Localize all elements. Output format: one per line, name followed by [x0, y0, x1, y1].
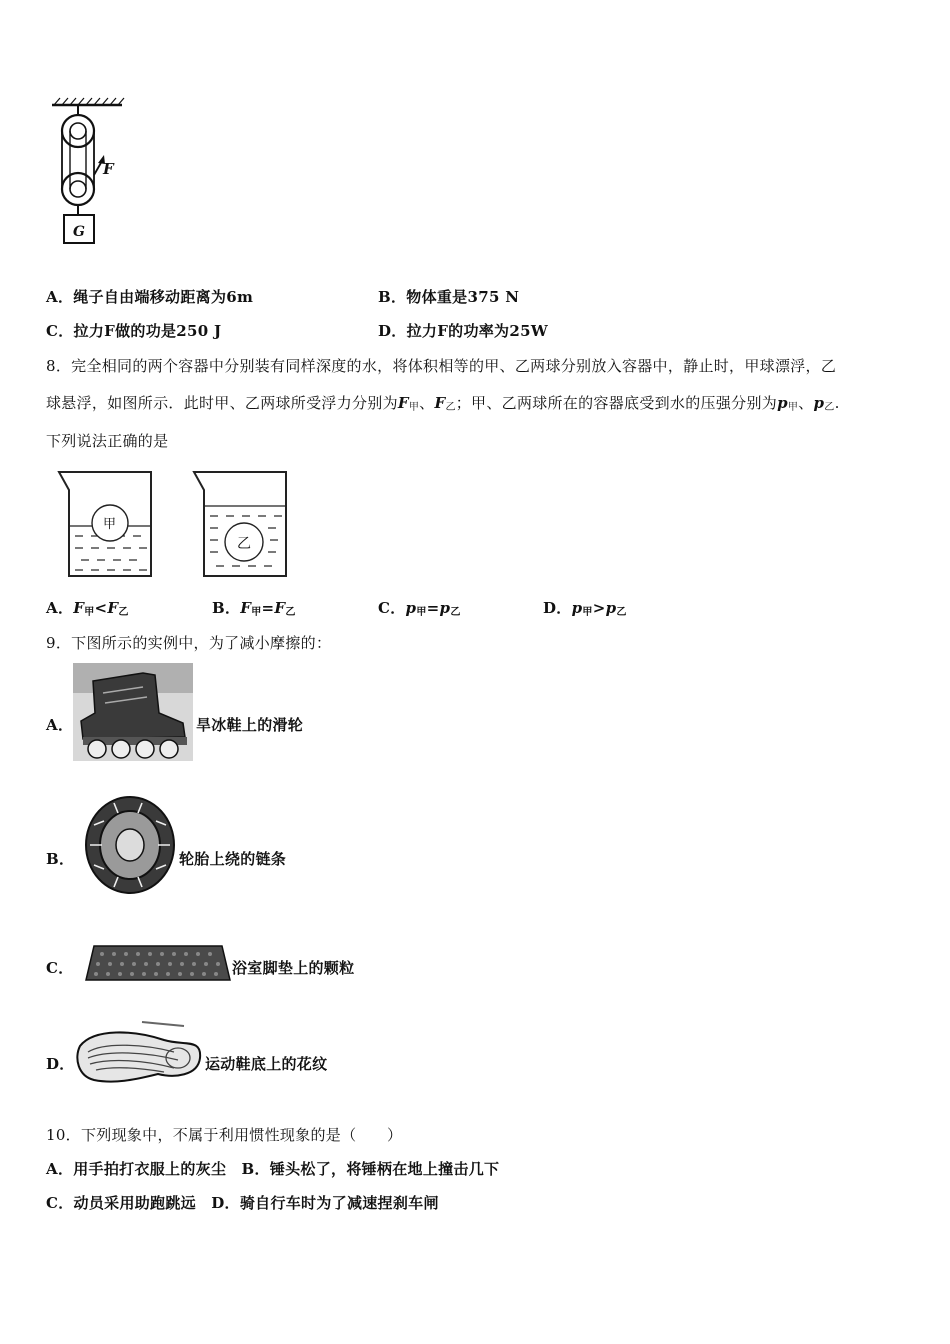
ball-yi-label: 乙 [237, 536, 251, 552]
symbol-p: p [405, 599, 417, 617]
q7-option-b: B．物体重是375 N [378, 288, 520, 306]
q9-option-c-text: 浴室脚垫上的颗粒 [232, 959, 355, 977]
option-label: A． [46, 599, 74, 617]
relation-equal: = [426, 599, 440, 617]
sub-yi: 乙 [118, 607, 129, 618]
q10-options-line1: A．用手拍打衣服上的灰尘 B．锤头松了，将锤柄在地上撞击几下 [46, 1160, 500, 1178]
weight-label: G [73, 224, 85, 240]
q9-option-b-text: 轮胎上绕的链条 [179, 850, 287, 868]
ball-jia-label: 甲 [103, 517, 117, 532]
symbol-p: p [813, 394, 825, 412]
q7-option-a: A．绳子自由端移动距离为6m [46, 288, 254, 306]
q9-option-a-text: 旱冰鞋上的滑轮 [196, 716, 304, 734]
relation-greater: > [592, 599, 606, 617]
period: . [834, 394, 840, 412]
symbol-F: F [73, 599, 85, 617]
q9-option-d-text: 运动鞋底上的花纹 [205, 1055, 328, 1073]
q8-stem-line2-mid: ；甲、乙两球所在的容器底受到水的压强分别为 [455, 394, 778, 412]
sub-yi: 乙 [445, 402, 456, 413]
beaker-yi [190, 468, 295, 580]
option-label: C． [378, 599, 406, 617]
symbol-F: F [107, 599, 119, 617]
q9-option-d-label: D． [46, 1055, 75, 1073]
q9-option-b-label: B． [46, 850, 75, 868]
q10-title: 10．下列现象中，不属于利用惯性现象的是（ ） [46, 1126, 403, 1144]
chained-tire-image [84, 795, 176, 895]
symbol-p: p [605, 599, 617, 617]
sub-yi: 乙 [616, 607, 627, 618]
sub-yi: 乙 [824, 402, 835, 413]
sub-yi: 乙 [285, 607, 296, 618]
q9-option-a-label: A． [46, 716, 74, 734]
q8-option-a [46, 597, 129, 618]
q10-options-line2: C．动员采用助跑跳远 D．骑自行车时为了减速捏刹车闸 [46, 1194, 439, 1212]
sub-jia: 甲 [84, 607, 95, 618]
relation-less: < [94, 599, 108, 617]
force-label: F [103, 160, 114, 178]
sub-yi: 乙 [450, 607, 461, 618]
q7-option-c: C．拉力F做的功是250 J [46, 322, 222, 340]
separator: 、 [798, 394, 814, 412]
sub-jia: 甲 [416, 607, 427, 618]
sub-jia: 甲 [408, 402, 420, 413]
relation-equal: = [261, 599, 275, 617]
q7-option-d: D．拉力F的功率为25W [378, 322, 548, 340]
symbol-F: F [274, 599, 286, 617]
pulley-diagram [40, 95, 140, 255]
q9-option-c-label: C． [46, 959, 74, 977]
bath-mat-image [84, 942, 232, 986]
symbol-F: F [434, 394, 446, 412]
symbol-F: F [397, 394, 409, 412]
separator: 、 [419, 394, 435, 412]
q8-stem-line1: 8．完全相同的两个容器中分别装有同样深度的水，将体积相等的甲、乙两球分别放入容器中，静止时，甲球漂浮，乙 [46, 357, 837, 375]
q8-option-c [378, 597, 461, 618]
shoe-sole-image [74, 1018, 204, 1086]
symbol-p: p [777, 394, 788, 412]
sub-jia: 甲 [251, 607, 262, 618]
option-label: B． [212, 599, 241, 617]
q8-stem-line3: 下列说法正确的是 [46, 432, 169, 450]
q8-option-d [543, 597, 627, 618]
option-label: D． [543, 599, 572, 617]
symbol-F: F [240, 599, 252, 617]
symbol-p: p [571, 599, 583, 617]
sub-jia: 甲 [582, 607, 593, 618]
q8-stem-line2 [46, 392, 840, 413]
q8-stem-line2-text: 球悬浮，如图所示．此时甲、乙两球所受浮力分别为 [46, 394, 398, 412]
q8-option-b [212, 597, 296, 618]
sub-jia: 甲 [787, 402, 799, 413]
roller-skate-image [73, 663, 193, 761]
symbol-p: p [439, 599, 451, 617]
q9-title: 9．下图所示的实例中，为了减小摩擦的： [46, 634, 332, 652]
